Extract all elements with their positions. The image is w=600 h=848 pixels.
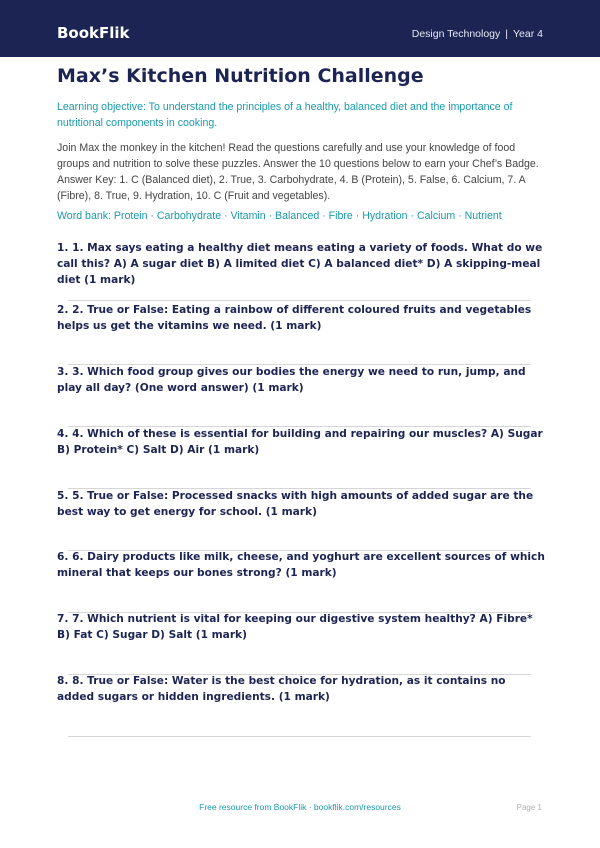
question-text: 1. 1. Max says eating a healthy diet means eating a variety of foods. What do we call this? A) A sugar diet B) A limited diet C) A balanced diet* D) A skipping-meal diet (1 mark) [57,242,543,286]
question-7 [57,611,545,643]
question-text: 7. 7. Which nutrient is vital for keeping our digestive system healthy? A) Fibre* B) Fat C) Sugar D) Salt (1 mark) [57,613,533,641]
question-5 [57,488,545,520]
subject-label: Design Technology [411,28,501,40]
word-bank: Word bank: Protein · Carbohydrate · Vitamin · Balanced · Fibre · Hydration · Calcium · Nutrient [57,210,502,222]
question-text: 2. 2. True or False: Eating a rainbow of different coloured fruits and vegetables helps us get the vitamins we need. (1 mark) [57,304,532,332]
page-header [0,0,600,57]
question-text: 4. 4. Which of these is essential for building and repairing our muscles? A) Sugar B) Protein* C) Salt D) Air (1 mark) [57,428,543,456]
question-2 [57,302,545,334]
question-4 [57,426,545,458]
question-text: 5. 5. True or False: Processed snacks with high amounts of added sugar are the best way to get energy for school. (1 mark) [57,490,534,518]
question-text: 6. 6. Dairy products like milk, cheese, and yoghurt are excellent sources of which mineral that keeps our bones strong? (1 mark) [57,551,545,579]
brand-logo[interactable]: BookFlik [57,24,130,42]
learning-objective: Learning objective: To understand the principles of a healthy, balanced diet and the importance of nutritional components in cooking. [57,101,513,129]
question-text: 3. 3. Which food group gives our bodies the energy we need to run, jump, and play all day? (One word answer) (1 mark) [57,366,526,394]
question-1 [57,240,545,288]
page-number: Page 1 [516,803,542,812]
question-3 [57,364,545,396]
answer-line [68,736,531,737]
page-title: Max’s Kitchen Nutrition Challenge [57,65,424,87]
footer-link[interactable]: Free resource from BookFlik · bookflik.com/resources [199,802,401,812]
header-separator: | [505,28,509,40]
intro-text: Join Max the monkey in the kitchen! Read the questions carefully and use your knowledge of food groups and nutrition to solve these puzzles. Answer the 10 questions below to earn your Chef’s Badge. [57,142,539,170]
question-8 [57,673,545,705]
answer-key: Answer Key: 1. C (Balanced diet), 2. True, 3. Carbohydrate, 4. B (Protein), 5. False, 6. Calcium, 7. A (Fibre), 8. True, 9. Hydration, 10. C (Fruit and vegetables). [57,174,526,202]
question-6 [57,549,545,581]
year-label: Year 4 [513,28,543,40]
header-meta [412,28,543,40]
answer-line [68,300,531,301]
question-text: 8. 8. True or False: Water is the best choice for hydration, as it contains no added sugars or hidden ingredients. (1 mark) [57,675,506,703]
